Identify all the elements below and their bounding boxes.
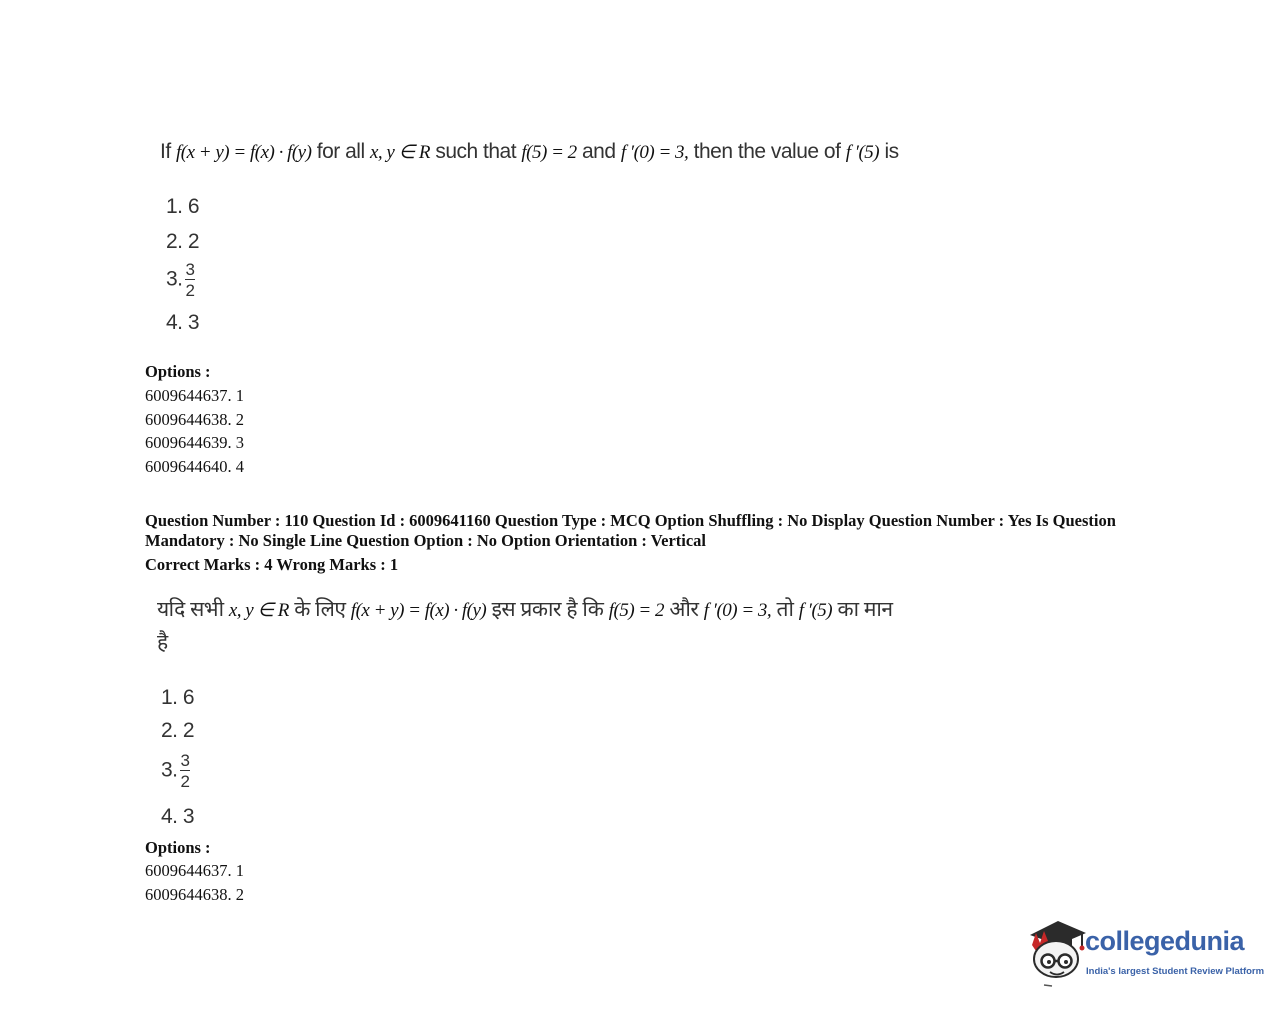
stem-text: इस प्रकार है कि (486, 598, 609, 621)
question-2-stem (157, 595, 893, 623)
stem-text: for all (311, 140, 370, 163)
q1-option-3: 6009644639. 3 (145, 433, 244, 452)
stem-math: f ′(0) = 3, (703, 600, 772, 621)
q1-choice-3 (166, 261, 195, 299)
q1-option-1: 6009644637. 1 (145, 386, 244, 405)
q2-options-heading: Options : (145, 838, 211, 857)
stem-math: f ′(5) (798, 600, 833, 621)
stem-math: f ′(5) (845, 142, 880, 163)
fraction-numerator: 3 (185, 260, 195, 279)
q2-choice-2: 2. 2 (161, 719, 195, 742)
mascot-icon (1022, 915, 1088, 993)
collegedunia-logo (1022, 915, 1265, 995)
q2-option-1: 6009644637. 1 (145, 861, 244, 880)
stem-text: is (879, 140, 899, 163)
fraction-numerator: 3 (180, 751, 190, 770)
fraction-denominator: 2 (185, 281, 195, 300)
fraction (180, 752, 191, 790)
q1-choice-1: 1. 6 (166, 195, 200, 218)
stem-math: x, y ∈ R (369, 142, 431, 163)
q2-choice-1: 1. 6 (161, 686, 195, 709)
stem-math: f(5) = 2 (608, 600, 665, 621)
stem-text: तो (771, 598, 799, 621)
q2-option-2: 6009644638. 2 (145, 885, 244, 904)
q2-choice-3 (161, 752, 190, 790)
q2-meta: Question Number : 110 Question Id : 6009641160 Question Type : MCQ Option Shuffling : No Display Question Number : Yes Is Question Mandatory : No Single Line Question Option : No Option Orientation : Vertical (145, 511, 1116, 550)
q1-option-4: 6009644640. 4 (145, 457, 244, 476)
logo-tagline: India's largest Student Review Platform (1086, 966, 1265, 977)
question-1-stem (160, 140, 899, 164)
stem-text: और (664, 598, 704, 621)
stem-text: के लिए (288, 598, 351, 621)
stem-text: का मान (832, 598, 893, 621)
q1-option-2: 6009644638. 2 (145, 410, 244, 429)
stem-math: f(x + y) = f(x) · f(y) (176, 142, 312, 163)
q1-choice-2: 2. 2 (166, 230, 200, 253)
stem-text: यदि सभी (157, 598, 229, 621)
choice-prefix: 3. (166, 267, 183, 291)
logo-wordmark: collegedunia (1085, 926, 1245, 956)
stem-text: then the value of (688, 140, 846, 163)
q2-choice-4: 4. 3 (161, 805, 195, 828)
q1-options-heading: Options : (145, 362, 211, 381)
choice-prefix: 3. (161, 758, 178, 782)
q1-choice-4: 4. 3 (166, 311, 200, 334)
fraction-denominator: 2 (180, 772, 190, 791)
stem-math: f(x + y) = f(x) · f(y) (350, 600, 487, 621)
fraction (185, 261, 196, 299)
stem-text: and (576, 140, 621, 163)
stem-text: such that (430, 140, 522, 163)
stem-math: x, y ∈ R (228, 600, 289, 621)
stem-math: f(5) = 2 (521, 142, 577, 163)
question-2-stem-line2: है (157, 631, 168, 654)
stem-math: f ′(0) = 3, (620, 142, 689, 163)
stem-text: If (160, 140, 177, 163)
q2-marks: Correct Marks : 4 Wrong Marks : 1 (145, 555, 399, 574)
